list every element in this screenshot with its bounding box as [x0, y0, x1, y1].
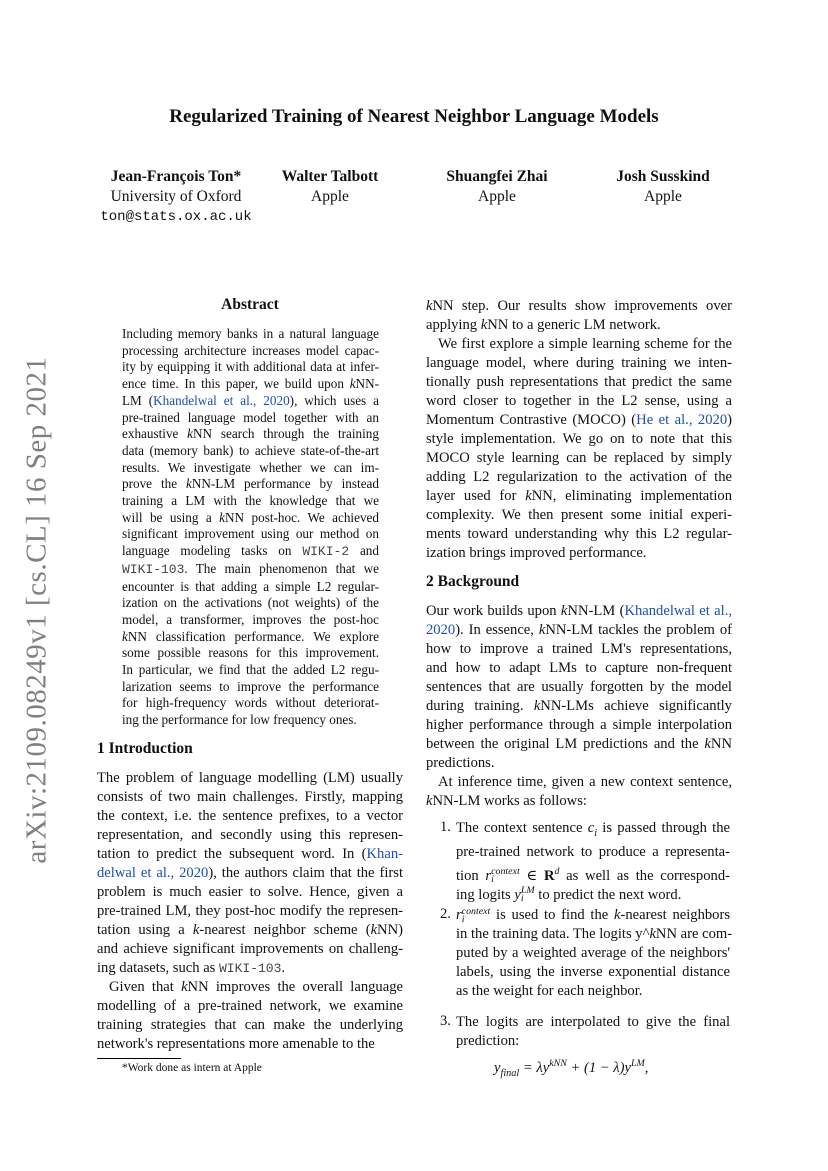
background-line: predictions. — [426, 755, 495, 771]
intro-line: pre-trained LM, they post-hoc modify the represen- — [97, 903, 403, 919]
background-line: during training. kNN-LMs achieve significantly — [426, 698, 732, 714]
intro-line: tation to predict the subsequent word. In (Khan- — [97, 846, 403, 862]
right-column-text — [426, 297, 732, 563]
abstract-line: model, a transformer, improves the post-hoc — [122, 611, 379, 627]
author-name: Shuangfei Zhai — [446, 168, 548, 185]
intro-line: modelling of a pre-trained network, we examine — [97, 998, 403, 1014]
right-column-line: We first explore a simple learning scheme for the — [438, 336, 732, 352]
abstract-line: WIKI-103. The main phenomenon that we — [122, 560, 379, 577]
intro-heading: 1 Introduction — [97, 740, 193, 757]
abstract-body — [122, 326, 379, 729]
intro-line: network's representations more amenable to the — [97, 1036, 375, 1052]
author-name: Josh Susskind — [616, 168, 710, 185]
right-column-line: tionally push representations that predict the same — [426, 374, 732, 390]
author-name: Walter Talbott — [281, 168, 379, 185]
author-email: ton@stats.ox.ac.uk — [100, 209, 252, 225]
abstract-line: for high-frequency words without deteriorat- — [122, 695, 379, 711]
abstract-line: ity by equipping it with additional data at infer- — [122, 359, 379, 375]
intro-line: delwal et al., 2020), the authors claim that the first — [97, 865, 403, 881]
author-block-3 — [430, 167, 564, 207]
list-item — [456, 819, 730, 905]
intro-body — [97, 769, 403, 1054]
author-affiliation: Apple — [478, 188, 516, 205]
background-body — [426, 602, 732, 811]
intro-line: problem is much easier to solve. Hence, given a — [97, 884, 403, 900]
author-affiliation: Apple — [311, 188, 349, 205]
abstract-line: LM (Khandelwal et al., 2020), which uses a — [122, 392, 379, 408]
list-item-line: as the weight for each neighbor. — [456, 983, 643, 999]
author-affiliation: Apple — [644, 188, 682, 205]
abstract-line: Including memory banks in a natural language — [122, 326, 379, 341]
intro-line: ing datasets, such as WIKI-103. — [97, 960, 286, 976]
intro-line: Given that kNN improves the overall language — [109, 979, 403, 995]
background-line: higher performance through a simple interpolation — [426, 717, 732, 733]
right-column-line: applying kNN to a generic LM network. — [426, 317, 661, 333]
intro-line: representation, and secondly using this represen- — [97, 827, 403, 843]
right-column-line: MOCO style learning can be replaced by simply — [426, 450, 732, 466]
author-block-1 — [70, 167, 282, 227]
intro-line: tation using a k-nearest neighbor scheme (kNN) — [97, 922, 403, 938]
background-line: and how to adapt LMs to capture non-frequent — [426, 660, 732, 676]
list-item-line: The logits are interpolated to give the final — [456, 1014, 730, 1030]
list-item-line: tion r context i ∈ $R^d$ as well as the correspond- — [456, 865, 730, 886]
abstract-line: In particular, we find that the added L2 regu- — [122, 662, 379, 678]
intro-line: consists of two main challenges. Firstly, mapping — [97, 789, 403, 805]
abstract-line: ing the performance for low frequency ones. — [122, 712, 357, 728]
abstract-line: some possible reasons for this improvement. — [122, 645, 379, 661]
abstract-line: prove the kNN-LM performance by instead — [122, 476, 379, 492]
background-line: how to improve a trained LM's representations, — [426, 641, 732, 657]
background-heading: 2 Background — [426, 573, 520, 590]
list-item-line: prediction: — [456, 1033, 520, 1049]
right-column-line: language model, where during training we inten- — [426, 355, 732, 371]
footnote: *Work done as intern at Apple — [122, 1062, 262, 1074]
arxiv-stamp-text: arXiv:2109.08249v1 [cs.CL] 16 Sep 2021 — [20, 356, 53, 864]
author-affiliation: University of Oxford — [110, 188, 242, 205]
list-item-line: in the training data. The logits y^kNN are com- — [456, 926, 733, 942]
list-item-line: r context i is used to find the k-nearest neighbors — [456, 905, 730, 925]
right-column-line: ments toward understanding why this L2 regular- — [426, 526, 732, 542]
background-line: 2020). In essence, kNN-LM tackles the problem of — [426, 622, 732, 638]
background-line: Our work builds upon kNN-LM (Khandelwal et al., — [426, 603, 732, 619]
abstract-line: training a LM with the knowledge that we — [122, 493, 379, 509]
list-item — [456, 1013, 730, 1051]
right-column-line: style implementation. We go on to note that this — [426, 431, 732, 447]
background-line: between the original LM predictions and the kNN — [426, 736, 732, 752]
abstract-line: results. We investigate whether we can im- — [122, 459, 379, 475]
list-item — [456, 905, 733, 1001]
abstract-line: exhaustive kNN search through the training — [122, 426, 379, 442]
abstract-line: ence time. In this paper, we build upon kNN- — [122, 376, 379, 392]
right-column-line: complexity. We then present some initial experi- — [426, 507, 732, 523]
author-block-4 — [600, 167, 726, 207]
right-column-line: Momentum Contrastive (MOCO) (He et al., 2020) — [426, 412, 732, 428]
list-item-number: 3. — [440, 1013, 451, 1029]
list-item-line: ing logits y LM i to predict the next word. — [456, 885, 682, 905]
background-line: At inference time, given a new context sentence, — [438, 774, 732, 790]
arxiv-stamp — [12, 356, 62, 864]
intro-line: training strategies that can make the underlying — [97, 1017, 403, 1033]
list-item-number: 2. — [440, 906, 451, 922]
abstract-line: encounter is that adding a simple L2 regular- — [122, 578, 379, 594]
abstract-line: larization seems to improve the performance — [122, 678, 379, 694]
abstract-line: significant improvement using our method on — [122, 526, 379, 542]
right-column-line: adding L2 regularization to the activation of the — [426, 469, 732, 485]
right-column-line: kNN step. Our results show improvements over — [426, 298, 732, 314]
abstract-line: data (memory bank) to achieve state-of-the-art — [122, 442, 379, 458]
footnote-rule — [97, 1058, 181, 1059]
background-line: kNN-LM works as follows: — [426, 793, 587, 809]
intro-line: The problem of language modelling (LM) usually — [97, 770, 403, 786]
right-column-line: ization brings improved performance. — [426, 545, 647, 561]
abstract-line: language modeling tasks on WIKI-2 and — [122, 543, 379, 560]
list-item-number: 1. — [440, 819, 451, 835]
interpolation-equation: $y_{final} = \lambda y^{kNN} + (1 - \lambda)y^{LM}$, — [494, 1058, 649, 1079]
abstract-line: will be using a kNN post-hoc. We achieved — [122, 509, 379, 525]
list-item-line: pre-trained network to produce a representa- — [456, 843, 730, 860]
abstract-line: processing architecture increases model capac- — [122, 342, 379, 358]
intro-line: and achieve significant improvements on challeng- — [97, 941, 403, 957]
author-name: Jean-François Ton* — [110, 168, 242, 185]
abstract-line: kNN classification performance. We explore — [122, 628, 379, 644]
intro-line: the context, i.e. the sentence prefixes, to a vector — [97, 808, 403, 824]
right-column-line: layer used for kNN, eliminating implementation — [426, 488, 732, 504]
list-item-line: puted by a weighted average of the neighbors' — [456, 945, 730, 961]
abstract-heading: Abstract — [221, 296, 279, 313]
list-item-line: The context sentence $c_i$ is passed through the — [456, 820, 730, 839]
abstract-line: pre-trained language model together with an — [122, 409, 379, 425]
background-line: sentences that are usually forgotten by the model — [426, 679, 732, 695]
author-block-2 — [270, 167, 390, 207]
list-item-line: labels, using the inverse exponential distance — [456, 964, 730, 980]
abstract-line: ization on the activations (not weights) of the — [122, 595, 379, 611]
paper-title: Regularized Training of Nearest Neighbor Language Models — [169, 106, 659, 127]
right-column-line: word closer to together in the L2 sense, using a — [426, 393, 732, 409]
